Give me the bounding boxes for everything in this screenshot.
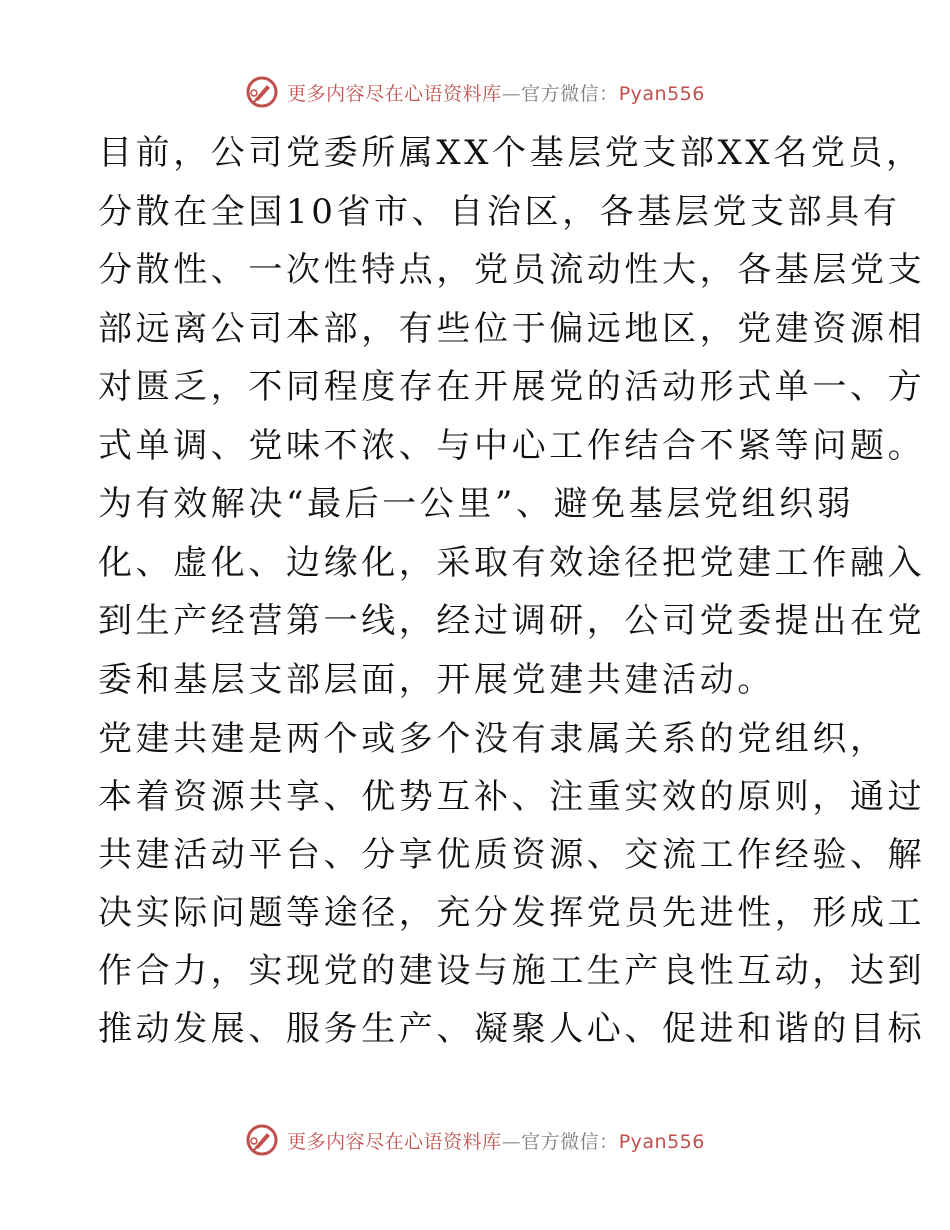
text-line: 对匮乏，不同程度存在开展党的活动形式单一、方 xyxy=(98,367,926,407)
header-banner xyxy=(0,72,950,112)
paragraph-2 xyxy=(98,710,926,1058)
quill-logo-icon xyxy=(245,75,279,109)
footer-banner-text xyxy=(287,1127,705,1154)
text-line: 本着资源共享、优势互补、注重实效的原则，通过 xyxy=(98,777,926,817)
banner-separator: — xyxy=(501,82,522,105)
text-line: 化、虚化、边缘化，采取有效途径把党建工作融入 xyxy=(98,542,926,583)
banner-wechat-id: Pyan556 xyxy=(618,1130,705,1153)
header-banner-text xyxy=(287,79,705,106)
text-line: 共建活动平台、分享优质资源、交流工作经验、解 xyxy=(98,835,926,875)
banner-label: 官方微信： xyxy=(521,1130,619,1153)
text-line: 式单调、党味不浓、与中心工作结合不紧等问题。 xyxy=(98,425,926,466)
text-line: 分散性、一次性特点，党员流动性大，各基层党支 xyxy=(98,250,926,290)
text-line: 分散在全国10省市、自治区，各基层党支部具有 xyxy=(98,191,901,232)
paragraph-1 xyxy=(98,124,926,709)
text-line: 部远离公司本部，有些位于偏远地区，党建资源相 xyxy=(98,308,926,349)
text-line: 推动发展、服务生产、凝聚人心、促进和谐的目标 xyxy=(98,1009,926,1049)
text-line: 目前，公司党委所属XX个基层党支部XX名党员， xyxy=(98,133,924,173)
banner-main-text: 更多内容尽在心语资料库 xyxy=(287,82,502,105)
quill-logo-icon xyxy=(245,1123,279,1157)
text-line: 决实际问题等途径，充分发挥党员先进性，形成工 xyxy=(98,893,926,933)
text-line: 到生产经营第一线，经过调研，公司党委提出在党 xyxy=(98,601,926,641)
banner-wechat-id: Pyan556 xyxy=(618,82,705,105)
text-line: 委和基层支部层面，开展党建共建活动。 xyxy=(98,659,775,700)
banner-separator: — xyxy=(501,1130,522,1153)
footer-banner xyxy=(0,1120,950,1160)
text-line: 作合力，实现党的建设与施工生产良性互动，达到 xyxy=(98,951,926,991)
text-line: 为有效解决“最后一公里”、避免基层党组织弱 xyxy=(98,484,855,524)
text-line: 党建共建是两个或多个没有隶属关系的党组织， xyxy=(98,719,888,759)
banner-main-text: 更多内容尽在心语资料库 xyxy=(287,1130,502,1153)
banner-label: 官方微信： xyxy=(521,82,619,105)
